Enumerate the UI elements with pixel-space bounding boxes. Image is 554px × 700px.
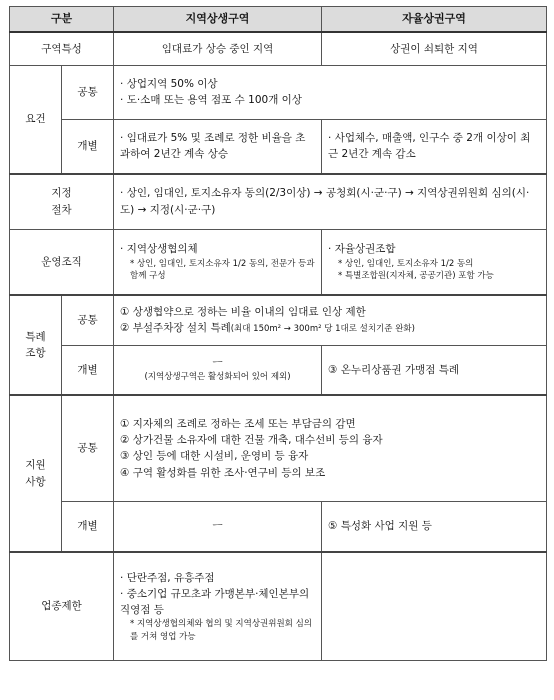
cell-common: ① 상생협약으로 정하는 비율 이내의 임대료 인상 제한 ② 부설주차장 설치 특례(최대 150m² → 300m² 당 1대로 설치기준 완화)	[114, 295, 547, 345]
table-row	[10, 345, 547, 395]
list-item: ① 지자체의 조례로 정하는 조세 또는 부담금의 감면	[120, 417, 356, 430]
cell-common	[114, 395, 547, 501]
header-category: 구분	[10, 7, 114, 33]
table-row	[10, 229, 547, 295]
sub-label-common: 공통	[62, 65, 114, 119]
sub-label-individual: 개별	[62, 119, 114, 174]
cell-procedure: · 상인, 임대인, 토지소유자 동의(2/3이상) → 공청회(시·군·구) → 지역상권위원회 심의(시·도) → 지정(시·군·구)	[114, 174, 547, 229]
list-item: ② 상가건물 소유자에 대한 건물 개축, 대수선비 등의 융자	[120, 433, 383, 446]
cell-right: · 사업체수, 매출액, 인구수 중 2개 이상이 최근 2년간 계속 감소	[322, 119, 547, 174]
cell-left: · 단란주점, 유흥주점 · 중소기업 규모초과 가맹본부·체인본부의 직영점 등 * 지역상생협의체와 협의 및 지역상권위원회 심의를 거쳐 영업 가능	[114, 552, 322, 660]
cell-left: ㅡ (지역상생구역은 활성화되어 있어 제외)	[114, 345, 322, 395]
row-label-operation: 운영조직	[10, 229, 114, 295]
row-label-support: 지원 사항	[10, 395, 62, 552]
list-item: · 도·소매 또는 용역 점포 수 100개 이상	[120, 94, 302, 106]
sub-label-common: 공통	[62, 295, 114, 345]
sub-label-individual: 개별	[62, 501, 114, 552]
row-label-designation: 지정 절차	[10, 174, 114, 229]
cell-right: ③ 온누리상품권 가맹점 특례	[322, 345, 547, 395]
list-item: ④ 구역 활성화를 위한 조사·연구비 등의 보조	[120, 466, 326, 479]
table-row	[10, 295, 547, 345]
cell-right	[322, 552, 547, 660]
row-label-restriction: 업종제한	[10, 552, 114, 660]
table-row	[10, 65, 547, 119]
table-row	[10, 174, 547, 229]
cell-common	[114, 65, 547, 119]
cell-right: ⑤ 특성화 사업 지원 등	[322, 501, 547, 552]
header-local-coexistence: 지역상생구역	[114, 7, 322, 33]
cell-right: 상권이 쇠퇴한 지역	[322, 32, 547, 65]
table-row	[10, 395, 547, 501]
table-row	[10, 32, 547, 65]
cell-left: · 임대료가 5% 및 조례로 정한 비율을 초과하여 2년간 계속 상승	[114, 119, 322, 174]
cell-right: · 자율상권조합 * 상인, 임대인, 토지소유자 1/2 동의 * 특별조합원(지자체, 공공기관) 포함 가능	[322, 229, 547, 295]
header-row	[10, 7, 547, 33]
row-label-district-features: 구역특성	[10, 32, 114, 65]
list-item: · 상업지역 50% 이상	[120, 77, 218, 90]
row-label-requirements: 요건	[10, 65, 62, 174]
comparison-table	[9, 6, 547, 661]
cell-left: · 지역상생협의체 * 상인, 임대인, 토지소유자 1/2 동의, 전문가 등과 함께 구성	[114, 229, 322, 295]
header-autonomous-commerce: 자율상권구역	[322, 7, 547, 33]
sub-label-common: 공통	[62, 395, 114, 501]
cell-left: ㅡ	[114, 501, 322, 552]
sub-label-individual: 개별	[62, 345, 114, 395]
table-row	[10, 552, 547, 660]
row-label-special: 특례 조항	[10, 295, 62, 395]
table-row	[10, 119, 547, 174]
table-row	[10, 501, 547, 552]
list-item: ③ 상인 등에 대한 시설비, 운영비 등 융자	[120, 450, 309, 463]
cell-left: 임대료가 상승 중인 지역	[114, 32, 322, 65]
